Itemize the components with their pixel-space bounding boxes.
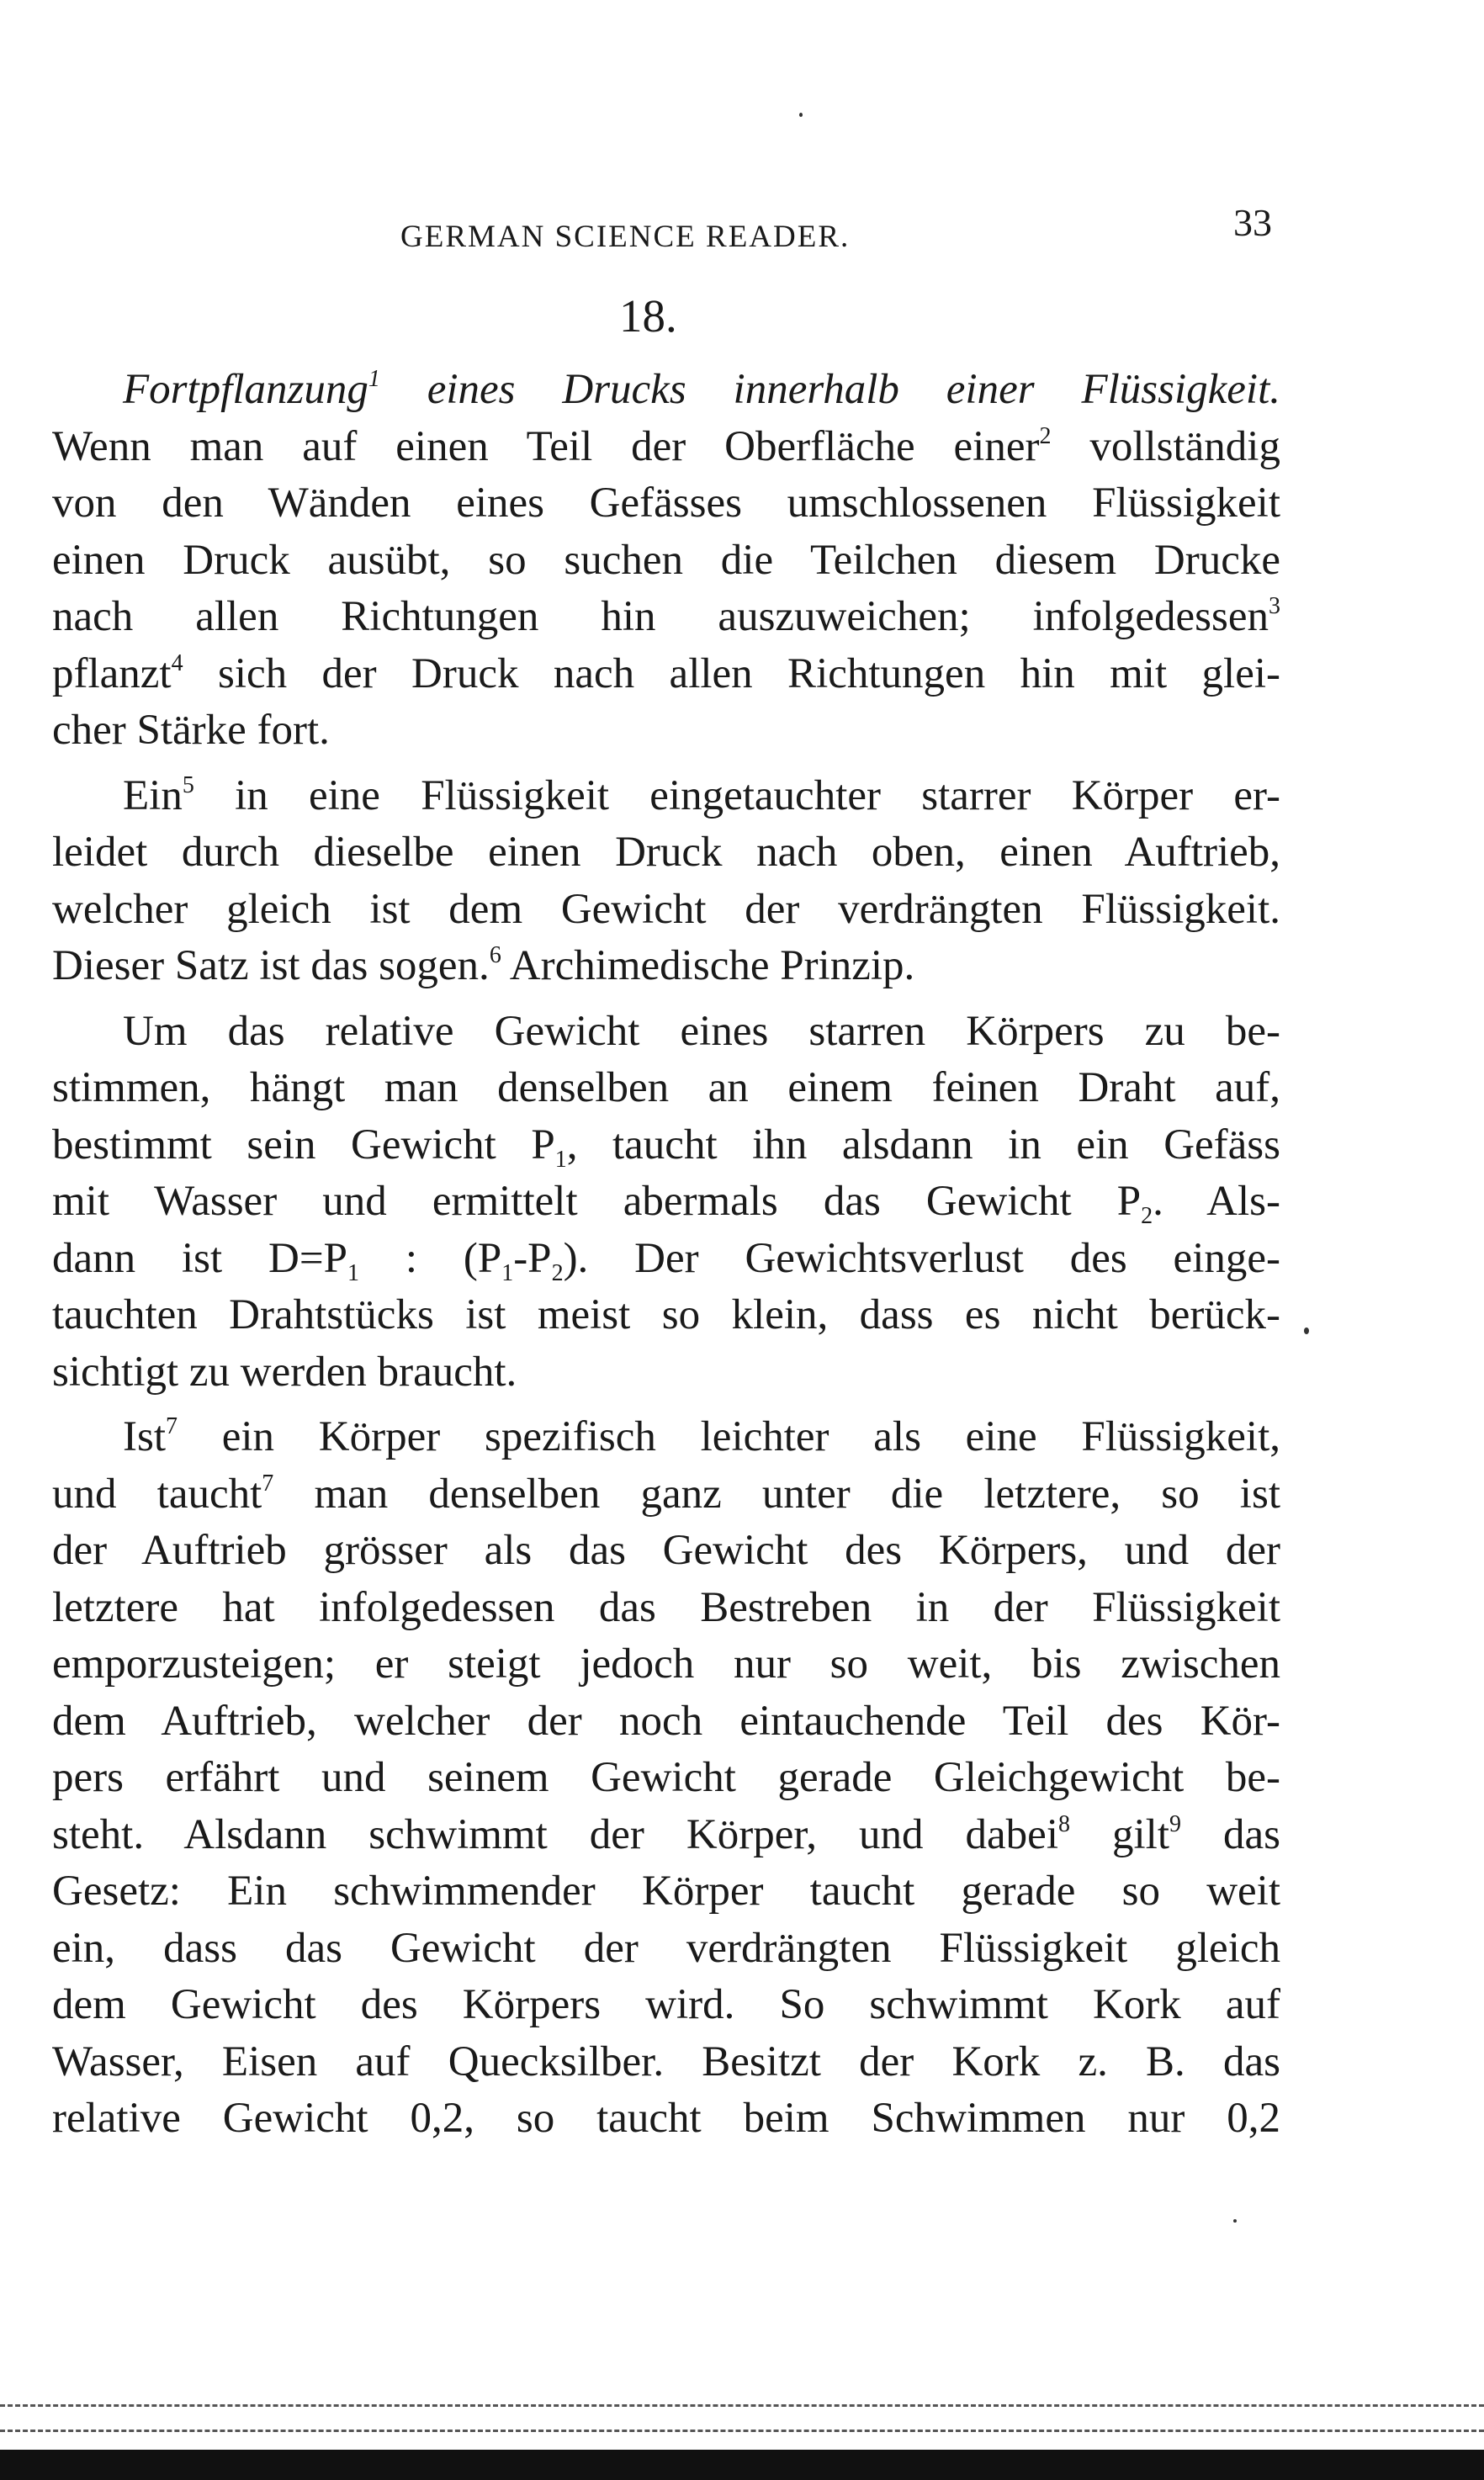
paragraph-line: relative Gewicht 0,2, so taucht beim Schwimmen nur 0,2	[52, 2095, 1280, 2142]
subscript: 1	[501, 1259, 514, 1286]
paragraph-line: Wenn man auf einen Teil der Oberfläche einer$^2$ vollständig	[52, 422, 1280, 470]
footnote-marker: 1	[368, 366, 380, 392]
paragraph-1	[52, 362, 1280, 760]
scan-speck	[1233, 2219, 1237, 2223]
paragraph-line: einen Druck ausübt, so suchen die Teilchen diesem Drucke	[52, 536, 1280, 584]
paragraph-4	[52, 1409, 1280, 2148]
paragraph-line: dem Auftrieb, welcher der noch eintauchende Teil des Kör-	[52, 1697, 1280, 1745]
subscript: 1	[347, 1259, 359, 1286]
paragraph-line: mit Wasser und ermittelt abermals das Gewicht $P_2$. Als-	[52, 1178, 1280, 1229]
footnote-marker: 8	[1057, 1810, 1070, 1837]
footnote-marker: 2	[1039, 422, 1052, 449]
paragraph-line: tauchten Drahtstücks ist meist so klein, dass es nicht berück-	[52, 1291, 1280, 1338]
page-number: 33	[1233, 201, 1272, 244]
scan-speck	[1304, 1327, 1309, 1334]
footnote-marker: 7	[166, 1413, 178, 1439]
paragraph-line: Ist$^7$ ein Körper spezifisch leichter als eine Flüssigkeit,	[123, 1413, 1280, 1460]
paragraph-line: ein, dass das Gewicht der verdrängten Flüssigkeit gleich	[52, 1924, 1280, 1972]
body-text	[52, 362, 1280, 2156]
paragraph-line: pflanzt$^4$ sich der Druck nach allen Richtungen hin mit glei-	[52, 649, 1280, 697]
footnote-marker: 5	[182, 771, 194, 798]
paragraph-line: bestimmt sein Gewicht $P_1$, taucht ihn alsdann in ein Gefäss	[52, 1121, 1280, 1173]
paragraph-line: Wasser, Eisen auf Quecksilber. Besitzt der Kork z. B. das	[52, 2038, 1280, 2085]
paragraph-line: und taucht$^7$ man denselben ganz unter die letztere, so ist	[52, 1470, 1280, 1518]
paragraph-line: nach allen Richtungen hin auszuweichen; infolgedessen$^3$	[52, 593, 1280, 640]
paragraph-line: emporzusteigen; er steigt jedoch nur so weit, bis zwischen	[52, 1640, 1280, 1688]
paragraph-line: dem Gewicht des Körpers wird. So schwimmt Kork auf	[52, 1981, 1280, 2028]
paragraph-line: dann ist $D=P_1$ : $(P_1-P_2)$. Der Gewichtsverlust des einge-	[52, 1234, 1280, 1286]
paragraph-3	[52, 1004, 1280, 1402]
paragraph-line: leidet durch dieselbe einen Druck nach oben, einen Auftrieb,	[52, 829, 1280, 876]
paragraph-line: welcher gleich ist dem Gewicht der verdrängten Flüssigkeit.	[52, 885, 1280, 933]
subscript: 2	[551, 1259, 564, 1286]
section-title: Fortpflanzung$^1$ eines Drucks innerhalb einer Flüssigkeit.	[123, 366, 1280, 413]
paragraph-line: letztere hat infolgedessen das Bestreben in der Flüssigkeit	[52, 1583, 1280, 1631]
paragraph-line: Gesetz: Ein schwimmender Körper taucht gerade so weit	[52, 1868, 1280, 1915]
paragraph-2	[52, 768, 1280, 995]
paragraph-line	[52, 362, 1280, 419]
paragraph-line: von den Wänden eines Gefässes umschlossenen Flüssigkeit	[52, 480, 1280, 527]
paragraph-line: steht. Alsdann schwimmt der Körper, und dabei$^8$ gilt$^9$ das	[52, 1810, 1281, 1858]
running-head: GERMAN SCIENCE READER.	[400, 220, 851, 254]
footnote-marker: 7	[262, 1470, 274, 1497]
subscript: 1	[554, 1146, 567, 1173]
paragraph-line: Ein$^5$ in eine Flüssigkeit eingetauchter starrer Körper er-	[123, 771, 1280, 819]
paragraph-line: pers erfährt und seinem Gewicht gerade Gleichgewicht be-	[52, 1754, 1280, 1801]
paragraph-line: Um das relative Gewicht eines starren Körpers zu be-	[123, 1007, 1280, 1055]
scan-edge-dashes	[0, 2430, 1484, 2432]
paragraph-line: der Auftrieb grösser als das Gewicht des Körpers, und der	[52, 1527, 1280, 1574]
subscript: 2	[1141, 1203, 1153, 1229]
paragraph-line: stimmen, hängt man denselben an einem feinen Draht auf,	[52, 1064, 1280, 1111]
paragraph-line: cher Stärke fort.	[52, 707, 330, 754]
scan-speck	[799, 113, 803, 117]
footnote-marker: 9	[1169, 1810, 1182, 1837]
footnote-marker: 6	[489, 942, 501, 968]
paragraph-line: Dieser Satz ist das sogen.$^6$ Archimedische Prinzip.	[52, 942, 915, 989]
footnote-marker: 4	[171, 649, 183, 676]
paragraph-line: sichtigt zu werden braucht.	[52, 1348, 517, 1396]
scan-edge-dashes	[0, 2404, 1484, 2407]
scan-edge-bar	[0, 2450, 1484, 2480]
footnote-marker: 3	[1269, 593, 1280, 619]
section-number: 18.	[619, 290, 677, 342]
